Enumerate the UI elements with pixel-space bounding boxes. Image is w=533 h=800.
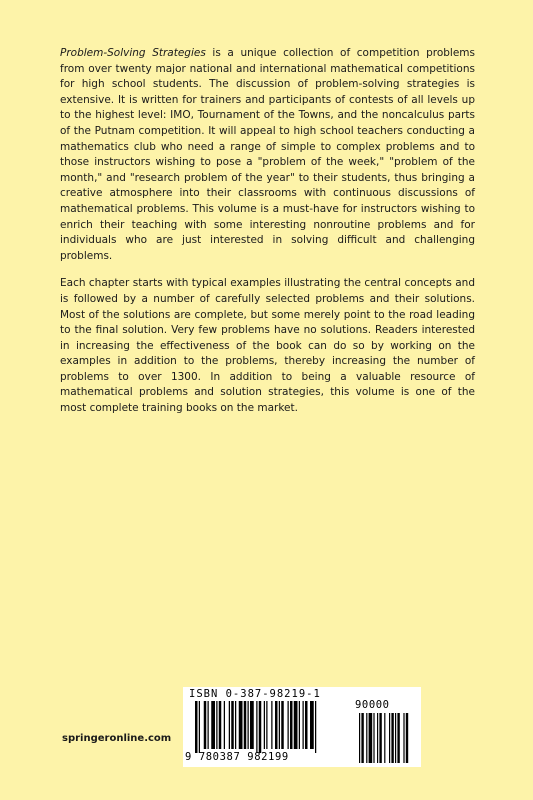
- barcode-bar: [231, 701, 234, 749]
- barcode-bar: [211, 701, 215, 749]
- barcode-bar: [279, 701, 280, 749]
- isbn-barcode: [183, 687, 421, 767]
- barcode-bar: [294, 701, 298, 749]
- barcode-addon-bar: [391, 713, 393, 763]
- barcode-addon-bar: [366, 713, 367, 763]
- barcode-bar: [208, 701, 209, 749]
- barcode-bar: [288, 701, 289, 749]
- barcode-bar: [250, 701, 254, 749]
- barcode-bar: [290, 701, 293, 749]
- barcode-bar: [275, 701, 278, 749]
- barcode-bar: [281, 701, 284, 749]
- barcode-addon-bar: [397, 713, 399, 763]
- barcode-bar: [219, 701, 222, 749]
- barcode-bar: [195, 701, 198, 753]
- barcode-bar: [266, 701, 267, 749]
- barcode-bar: [299, 701, 300, 749]
- barcode-bar: [259, 701, 262, 753]
- barcode-addon-bar: [361, 713, 363, 763]
- publisher-url: springeronline.com: [62, 733, 172, 744]
- book-title-italic: Problem-Solving Strategies: [60, 47, 206, 59]
- barcode-bar: [256, 701, 257, 753]
- barcode-bar: [235, 701, 236, 749]
- description-paragraph-1-text: is a unique collection of competition problems from over twenty major national and international mathematical competitions for high school students. The discussion of problem-solving strategies is extensive. It is written for trainers and participants of contests of all levels up to the highest level: IMO, Tournament of the Towns, and the noncalculus parts of the Putnam competition. It will appeal to high school teachers conducting a mathematics club who need a range of simple to complex problems and to those instructors wishing to pose a "problem of the week," "problem of the month," and "research problem of the year" to their students, thus bringing a creative atmosphere into their classrooms with continuous discussions of mathematical problems. This volume is a must-have for instructors wishing to enrich their teaching with some interesting nonroutine problems and for individuals who are just interested in solving difficult and challenging problems.: [60, 47, 475, 262]
- barcode-bar: [229, 701, 230, 749]
- barcode-addon-bar: [373, 713, 374, 763]
- barcode-addon-bar: [389, 713, 390, 763]
- barcode-bar: [224, 701, 225, 749]
- barcode-bar: [264, 701, 265, 749]
- barcode-bar: [248, 701, 249, 749]
- barcode-bar: [271, 701, 272, 749]
- barcode-bar: [199, 701, 200, 753]
- barcode-bar: [305, 701, 308, 749]
- description-paragraph-1: [60, 46, 475, 264]
- barcode-bar: [244, 701, 247, 749]
- barcode-bar: [216, 701, 217, 749]
- barcode-bar: [315, 701, 316, 753]
- description-paragraph-2: Each chapter starts with typical examples illustrating the central concepts and is followed by a number of carefully selected problems and their solutions. Most of the solutions are complete, but some merely point to the road leading to the final solution. Very few problems have no solutions. Readers interested in increasing the effectiveness of the book can do so by working on the examples in addition to the problems, thereby increasing the number of problems to over 1300. In addition to being a valuable resource of mathematical problems and solution strategies, this volume is one of the most complete training books on the market.: [60, 277, 475, 415]
- barcode-bar: [303, 701, 304, 749]
- barcode-addon-bar: [395, 713, 396, 763]
- barcode-addon-bar: [377, 713, 378, 763]
- barcode-bar: [239, 701, 243, 749]
- isbn-label: ISBN 0-387-98219-1: [189, 688, 321, 700]
- barcode-addon-digits: 90000: [355, 699, 390, 711]
- barcode-ean-digits: 9 780387 982199: [185, 751, 289, 763]
- barcode-bar: [204, 701, 207, 749]
- barcode-addon-bar: [384, 713, 385, 763]
- barcode-addon-bar: [379, 713, 381, 763]
- back-cover-description: [60, 46, 475, 429]
- barcode-addon-bar: [359, 713, 360, 763]
- barcode-addon-bar: [403, 713, 404, 763]
- barcode-addon-bar: [406, 713, 408, 763]
- barcode-addon-bar: [369, 713, 373, 763]
- barcode-bar: [310, 701, 314, 749]
